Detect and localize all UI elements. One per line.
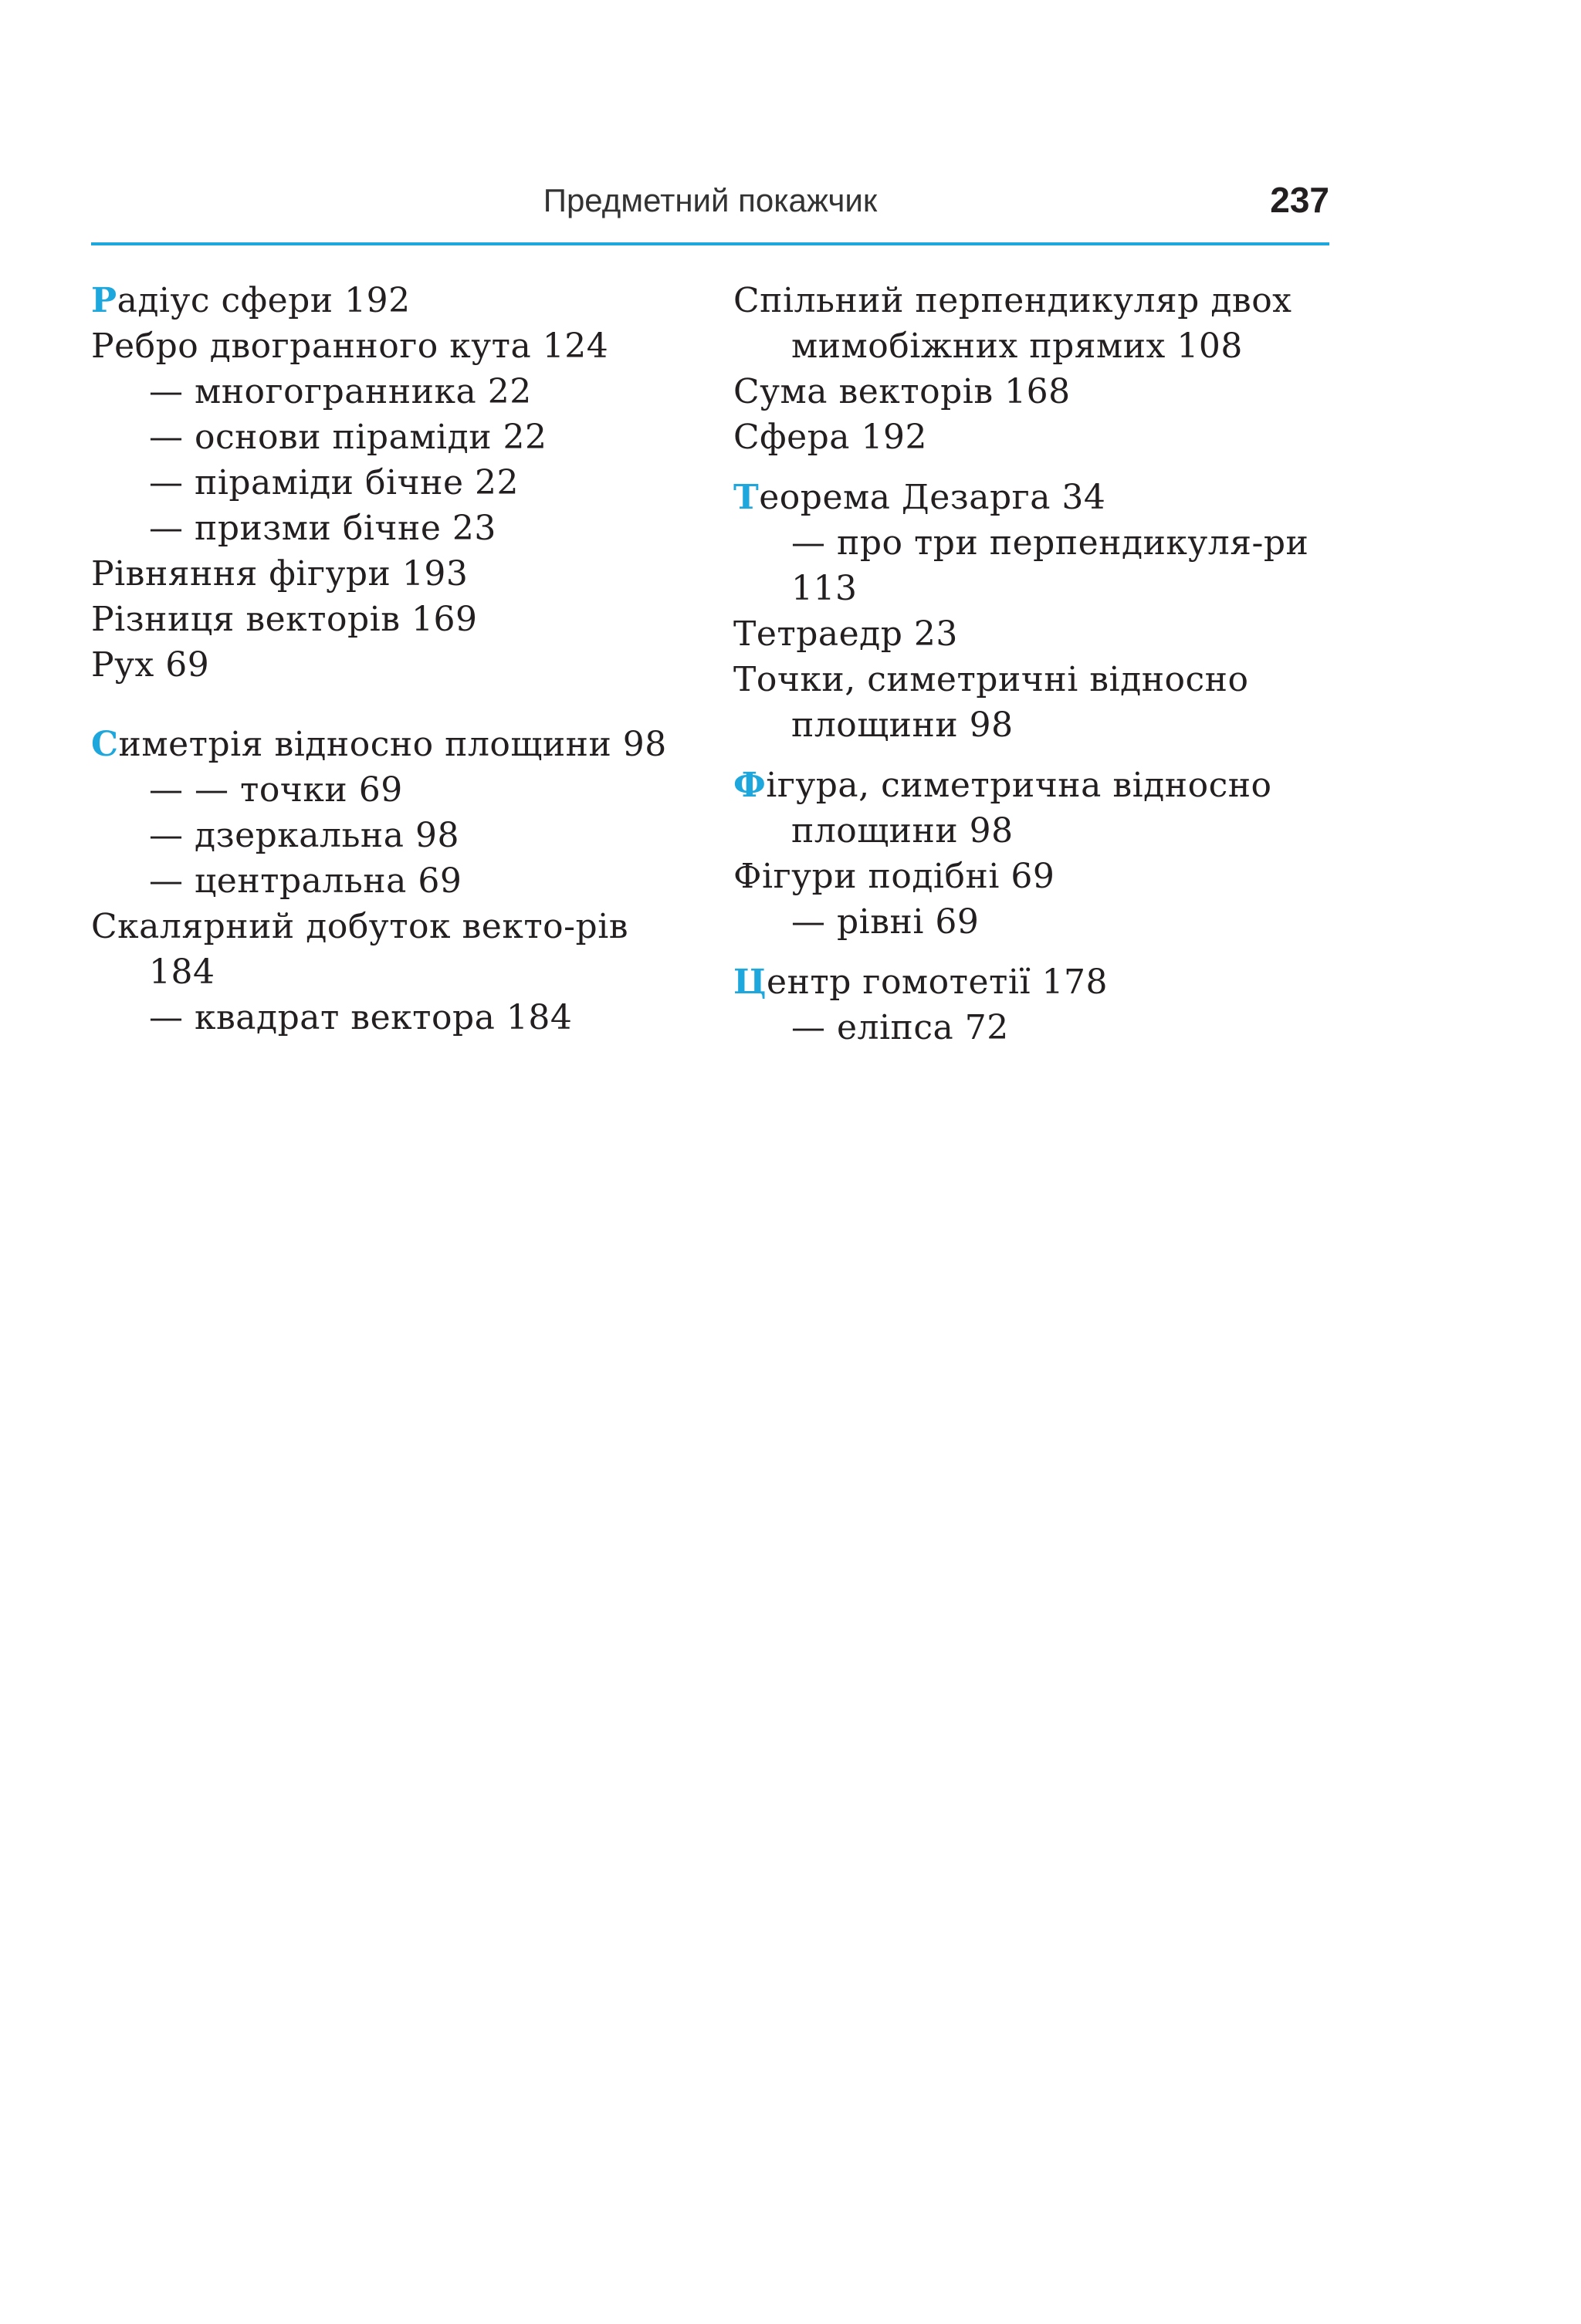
entry-text: иметрія відносно площини 98 bbox=[118, 725, 667, 764]
index-entry: Різниця векторів 169 bbox=[91, 600, 478, 639]
index-entry bbox=[733, 475, 1351, 520]
index-group-t bbox=[733, 475, 1351, 748]
index-subentry: — — точки 69 bbox=[149, 770, 403, 810]
entry-text: ігура, симетрична відносно площини 98 bbox=[766, 766, 1272, 851]
index-entry bbox=[91, 278, 709, 323]
index-group-r bbox=[91, 278, 709, 688]
index-entry: Рух 69 bbox=[91, 645, 210, 685]
index-entry: Сума векторів 168 bbox=[733, 372, 1071, 411]
index-subentry: — квадрат вектора 184 bbox=[149, 998, 573, 1037]
index-subentry: — про три перпендикуля-ри 113 bbox=[791, 523, 1309, 608]
initial-letter: Ф bbox=[733, 766, 767, 805]
index-subentry: — основи піраміди 22 bbox=[149, 418, 547, 457]
index-subentry: — центральна 69 bbox=[149, 861, 462, 901]
index-entry: Фігури подібні 69 bbox=[733, 857, 1055, 896]
initial-letter: Т bbox=[733, 478, 760, 517]
index-subentry: — дзеркальна 98 bbox=[149, 816, 459, 855]
index-entry: Точки, симетричні відносно площини 98 bbox=[733, 660, 1249, 745]
page-number: 237 bbox=[1270, 180, 1329, 220]
index-entry bbox=[733, 959, 1351, 1005]
entry-text: адіус сфери 192 bbox=[117, 281, 411, 320]
index-entry: Рівняння фігури 193 bbox=[91, 554, 469, 594]
header-title: Предметний покажчик bbox=[543, 182, 878, 218]
index-subentry: — рівні 69 bbox=[791, 902, 980, 942]
initial-letter: Ц bbox=[733, 962, 767, 1002]
index-column-left bbox=[91, 278, 709, 1040]
index-subentry: — піраміди бічне 22 bbox=[149, 463, 519, 502]
index-subentry: — еліпса 72 bbox=[791, 1008, 1009, 1047]
index-entry: Спільний перпендикуляр двох мимобіжних прямих 108 bbox=[733, 281, 1292, 366]
index-column-right bbox=[733, 278, 1351, 1050]
initial-letter: Р bbox=[91, 281, 117, 320]
index-entry bbox=[91, 722, 709, 767]
index-group-s bbox=[91, 722, 709, 1040]
index-entry: Ребро двогранного кута 124 bbox=[91, 326, 609, 366]
page-header bbox=[91, 176, 1329, 245]
index-entry: Тетраедр 23 bbox=[733, 614, 958, 654]
index-group-s2 bbox=[733, 278, 1351, 460]
index-group-f bbox=[733, 763, 1351, 945]
entry-text: еорема Дезарга 34 bbox=[759, 478, 1106, 517]
index-entry: Сфера 192 bbox=[733, 418, 928, 457]
index-entry bbox=[733, 763, 1363, 854]
index-subentry: — призми бічне 23 bbox=[149, 509, 496, 548]
entry-text: ентр гомотетії 178 bbox=[767, 962, 1108, 1002]
index-entry: Скалярний добуток векто-рів 184 bbox=[91, 907, 629, 992]
initial-letter: С bbox=[91, 725, 119, 764]
index-group-ts bbox=[733, 959, 1351, 1050]
index-subentry: — многогранника 22 bbox=[149, 372, 532, 411]
